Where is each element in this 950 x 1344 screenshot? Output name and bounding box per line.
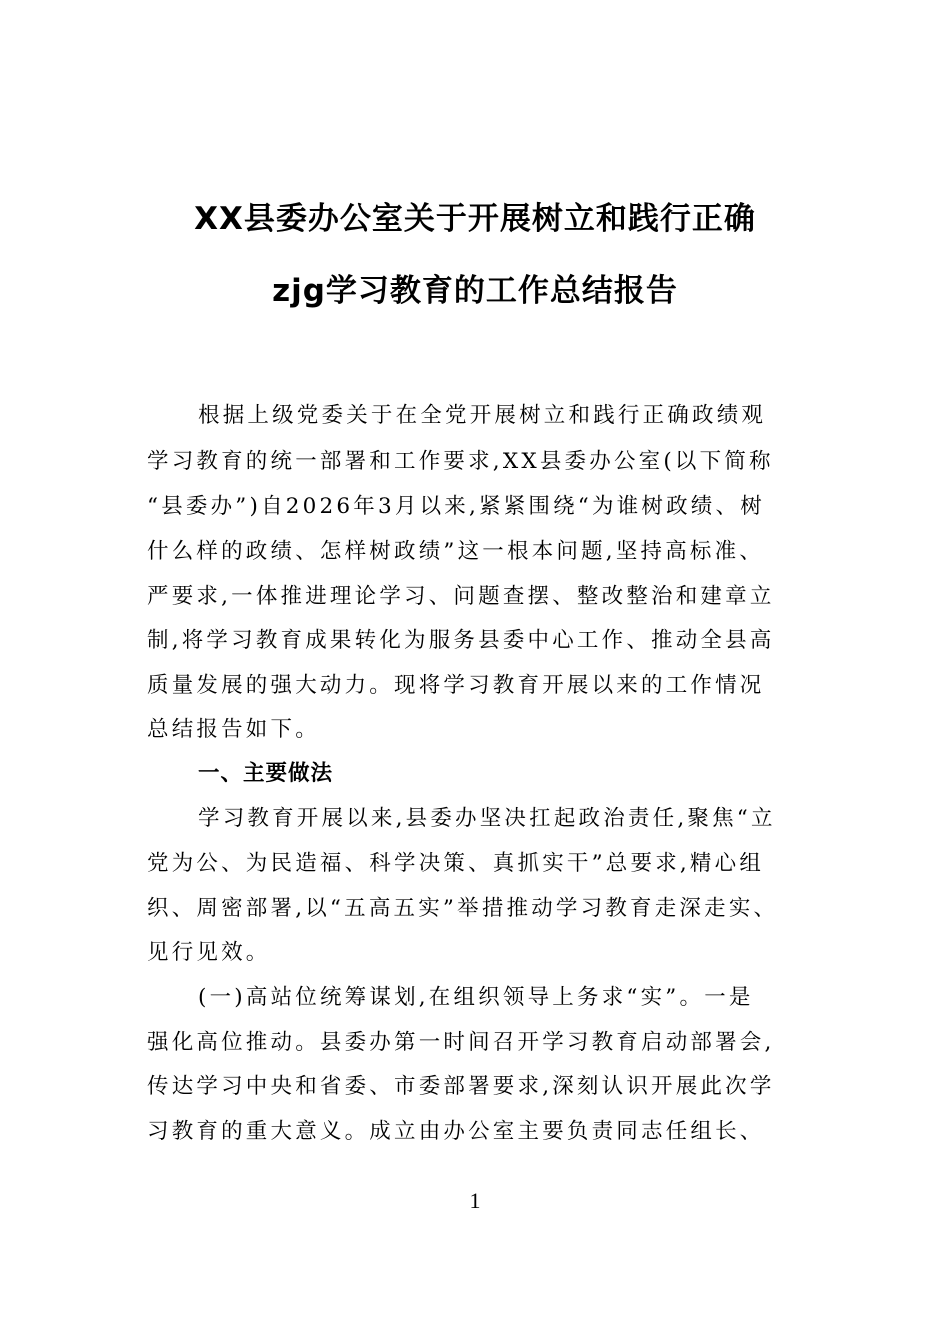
paragraph-line: 学习教育开展以来,县委办坚决扛起政治责任,聚焦“立 (198, 806, 776, 831)
paragraph-line: 质量发展的强大动力。现将学习教育开展以来的工作情况 (147, 673, 765, 698)
document-title-line-1: XX县委办公室关于开展树立和践行正确 (194, 201, 756, 237)
paragraph-line: 总结报告如下。 (147, 717, 320, 742)
paragraph-line: 见行见效。 (147, 940, 271, 965)
paragraph-line: 制,将学习教育成果转化为服务县委中心工作、推动全县高 (147, 628, 775, 653)
paragraph-line: 织、周密部署,以“五高五实”举措推动学习教育走深走实、 (147, 896, 779, 921)
paragraph-line: 学习教育的统一部署和工作要求,XX县委办公室(以下简称 (147, 449, 774, 474)
document-title-line-2: zjg学习教育的工作总结报告 (272, 273, 678, 309)
page-number: 1 (469, 1188, 481, 1213)
paragraph-line: 什么样的政绩、怎样树政绩”这一根本问题,坚持高标准、 (147, 539, 765, 564)
section-heading: 一、主要做法 (198, 761, 334, 786)
paragraph-line: 强化高位推动。县委办第一时间召开学习教育启动部署会, (147, 1030, 775, 1055)
subsection-line: (一)高站位统筹谋划,在组织领导上务求“实”。一是 (198, 985, 754, 1010)
paragraph-line: 党为公、为民造福、科学决策、真抓实干”总要求,精心组 (147, 851, 765, 876)
paragraph-line: 根据上级党委关于在全党开展树立和践行正确政绩观 (198, 403, 767, 428)
paragraph-line: 传达学习中央和省委、市委部署要求,深刻认识开展此次学 (147, 1074, 775, 1099)
paragraph-line: “县委办”)自2026年3月以来,紧紧围绕“为谁树政绩、树 (147, 494, 765, 519)
paragraph-line: 严要求,一体推进理论学习、问题查摆、整改整治和建章立 (147, 584, 775, 609)
paragraph-line: 习教育的重大意义。成立由办公室主要负责同志任组长、 (147, 1119, 765, 1144)
